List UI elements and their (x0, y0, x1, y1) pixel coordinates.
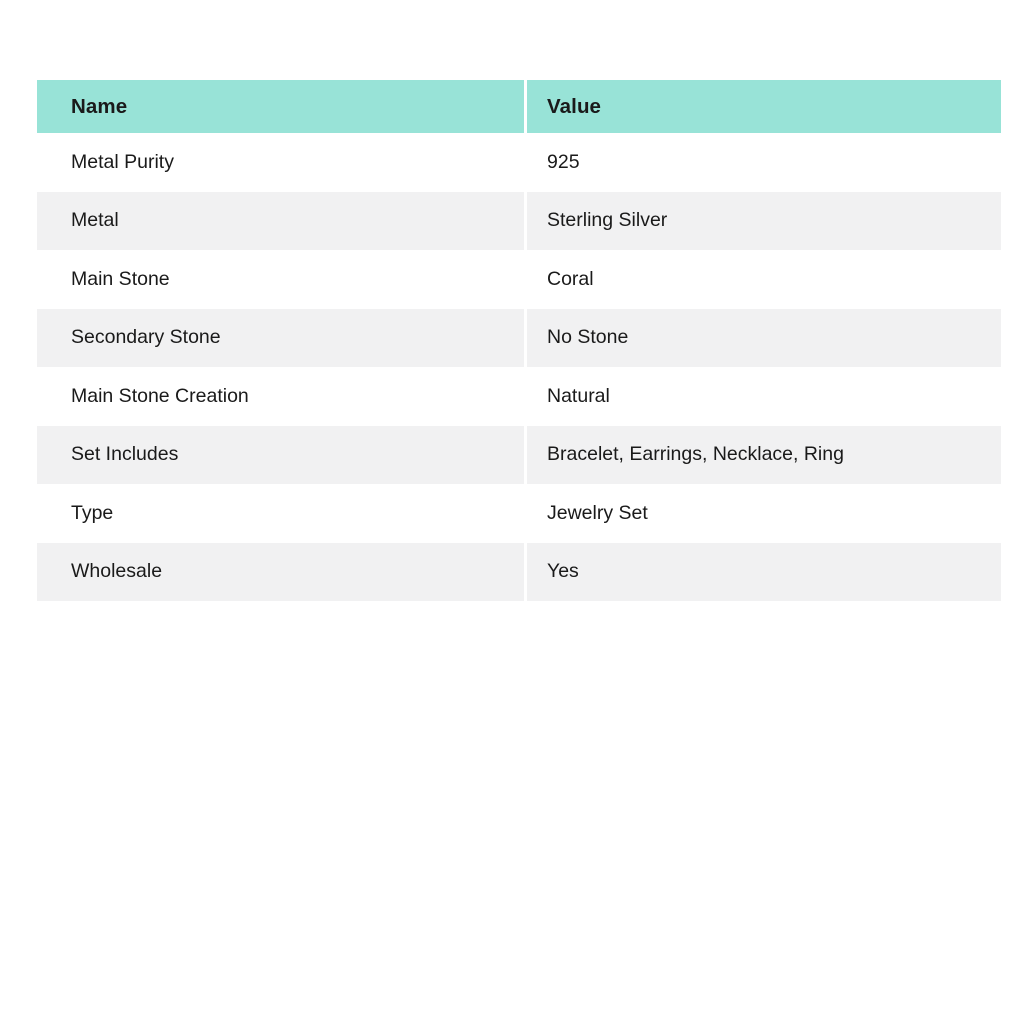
attribute-value-cell: Sterling Silver (524, 192, 1001, 251)
table-row (37, 250, 1001, 309)
table-row (37, 543, 1001, 602)
attribute-value-cell: No Stone (524, 309, 1001, 368)
attribute-value-cell: Coral (524, 250, 1001, 309)
attribute-value-cell: Jewelry Set (524, 484, 1001, 543)
attribute-value-cell: Bracelet, Earrings, Necklace, Ring (524, 426, 1001, 485)
attribute-name-cell: Metal Purity (37, 133, 524, 192)
table-row (37, 133, 1001, 192)
table-row (37, 192, 1001, 251)
table-row (37, 367, 1001, 426)
table-row (37, 309, 1001, 368)
attribute-name-cell: Type (37, 484, 524, 543)
column-header-name: Name (37, 80, 524, 133)
spec-table-body (37, 133, 1001, 601)
attribute-value-cell: 925 (524, 133, 1001, 192)
attribute-name-cell: Wholesale (37, 543, 524, 602)
attribute-name-cell: Set Includes (37, 426, 524, 485)
column-header-value: Value (524, 80, 1001, 133)
product-spec-table (37, 80, 1001, 601)
attribute-name-cell: Main Stone Creation (37, 367, 524, 426)
spec-table-header (37, 80, 1001, 133)
attribute-name-cell: Secondary Stone (37, 309, 524, 368)
table-row (37, 426, 1001, 485)
attribute-value-cell: Natural (524, 367, 1001, 426)
header-row (37, 80, 1001, 133)
product-spec-table-container (37, 80, 1001, 601)
attribute-value-cell: Yes (524, 543, 1001, 602)
table-row (37, 484, 1001, 543)
attribute-name-cell: Metal (37, 192, 524, 251)
attribute-name-cell: Main Stone (37, 250, 524, 309)
